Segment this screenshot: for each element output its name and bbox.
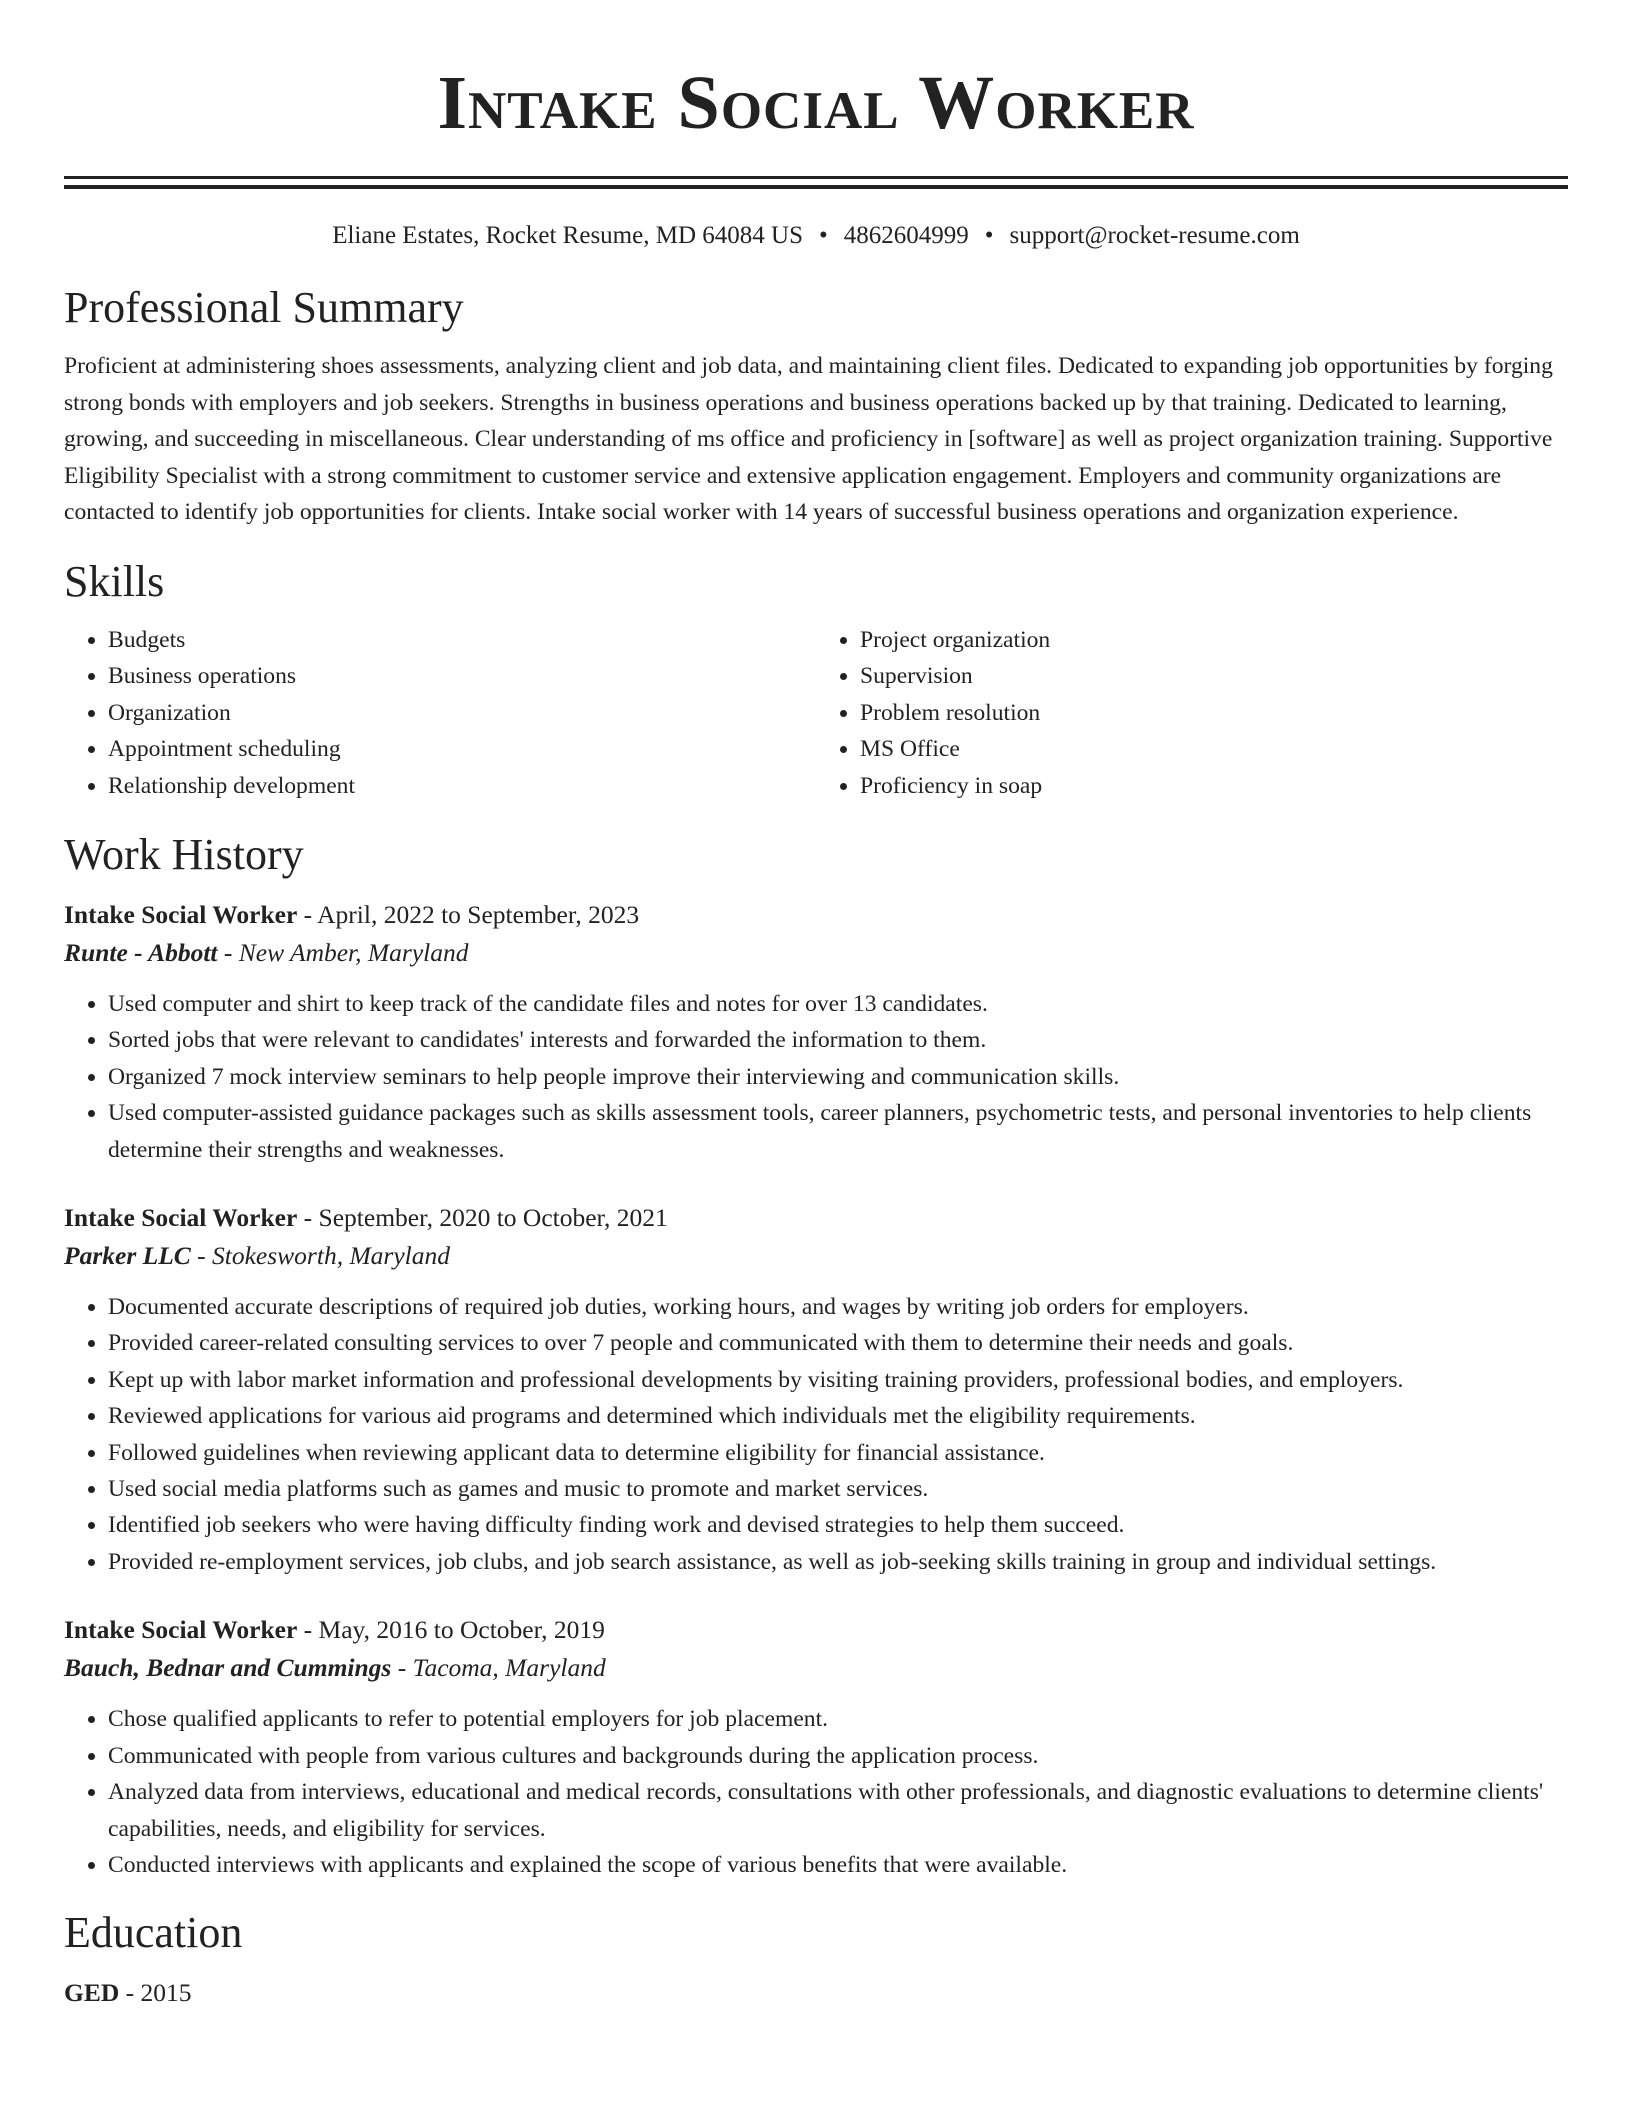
job-company: Runte - Abbott xyxy=(64,938,218,967)
skill-item: • Project organization xyxy=(860,622,1568,658)
job-bullet: • Used computer and shirt to keep track of the candidate files and notes for over 13 candidates. xyxy=(108,986,1568,1022)
job-company: Parker LLC xyxy=(64,1241,191,1271)
contact-line xyxy=(64,219,1568,253)
summary-text: Proficient at administering shoes assessments, analyzing client and job data, and maintaining client files. Dedicated to expanding job opportunities by forging strong bonds with employers and job seekers. Strengths in business operations and business operations backed up by that training. Dedicated to learning, growing, and succeeding in miscellaneous. Clear understanding of ms office and proficiency in [software] as well as project organization training. Supportive Eligibility Specialist with a strong commitment to customer service and extensive application engagement. Employers and community organizations are contacted to identify job opportunities for clients. Intake social worker with 14 years of successful business operations and organization experience. xyxy=(64,353,1553,526)
contact-email: support@rocket-resume.com xyxy=(1009,222,1300,249)
job-bullet: • Communicated with people from various cultures and backgrounds during the application process. xyxy=(108,1738,1568,1774)
job-bullet: • Provided career-related consulting services to over 7 people and communicated with them to determine their needs and goals. xyxy=(108,1325,1568,1361)
job-dates: May, 2016 to October, 2019 xyxy=(318,1615,605,1645)
skills-column-left xyxy=(64,622,816,804)
skills-heading: Skills xyxy=(64,556,165,606)
contact-separator: • xyxy=(984,222,994,249)
skill-item: • Business operations xyxy=(108,658,816,694)
skill-item: • Budgets xyxy=(108,622,816,658)
summary-heading: Professional Summary xyxy=(64,283,464,332)
job-bullet: • Identified job seekers who were having difficulty finding work and devised strategies to help them succeed. xyxy=(108,1507,1568,1543)
job-title-line: Intake Social Worker - May, 2016 to October, 2019 xyxy=(64,1615,605,1645)
job-title: Intake Social Worker xyxy=(64,900,298,929)
skills-list xyxy=(64,622,1568,804)
skill-item: • Supervision xyxy=(860,658,1568,694)
job-entry xyxy=(64,896,1568,1168)
contact-separator: • xyxy=(818,222,828,249)
job-bullet: • Conducted interviews with applicants and explained the scope of various benefits that were available. xyxy=(108,1847,1568,1883)
skill-item: • Organization xyxy=(108,695,816,731)
education-year: 2015 xyxy=(140,1978,192,2008)
job-title-line: Intake Social Worker - April, 2022 to September, 2023 xyxy=(64,900,640,929)
job-title: Intake Social Worker xyxy=(64,1615,298,1645)
job-company-line: Bauch, Bednar and Cummings - Tacoma, Maryland xyxy=(64,1653,606,1683)
job-company-line: Runte - Abbott - New Amber, Maryland xyxy=(64,938,469,967)
skill-item: • MS Office xyxy=(860,731,1568,767)
job-entry xyxy=(64,1611,1568,1883)
skill-item: • Relationship development xyxy=(108,768,816,804)
education-degree: GED xyxy=(64,1978,120,2008)
job-company-line: Parker LLC - Stokesworth, Maryland xyxy=(64,1241,451,1271)
job-bullet: • Followed guidelines when reviewing applicant data to determine eligibility for financial assistance. xyxy=(108,1435,1568,1471)
skill-item: • Proficiency in soap xyxy=(860,768,1568,804)
job-bullet: • Provided re-employment services, job clubs, and job search assistance, as well as job-seeking skills training in group and individual settings. xyxy=(108,1544,1568,1580)
job-entry xyxy=(64,1199,1568,1580)
job-bullet: • Used computer-assisted guidance packages such as skills assessment tools, career planners, psychometric tests, and personal inventories to help clients determine their strengths and weaknesses. xyxy=(108,1095,1568,1168)
work-history-heading: Work History xyxy=(64,830,304,879)
job-bullet: • Used social media platforms such as games and music to promote and market services. xyxy=(108,1471,1568,1507)
skills-column-right xyxy=(816,622,1568,804)
job-bullets xyxy=(64,1289,1568,1580)
education-heading: Education xyxy=(64,1908,243,1958)
job-bullet: • Analyzed data from interviews, educational and medical records, consultations with other professionals, and diagnostic evaluations to determine clients' capabilities, needs, and eligibility for services. xyxy=(108,1774,1568,1847)
education-entry: GED - 2015 xyxy=(64,1978,192,2008)
job-bullet: • Kept up with labor market information and professional developments by visiting training providers, professional bodies, and employers. xyxy=(108,1362,1568,1398)
job-bullet: • Chose qualified applicants to refer to potential employers for job placement. xyxy=(108,1701,1568,1737)
contact-address: Eliane Estates, Rocket Resume, MD 64084 US xyxy=(332,222,803,249)
skill-item: • Problem resolution xyxy=(860,695,1568,731)
job-title-line: Intake Social Worker - September, 2020 to October, 2021 xyxy=(64,1203,668,1233)
header-divider xyxy=(64,176,1568,189)
job-bullet: • Sorted jobs that were relevant to candidates' interests and forwarded the information to them. xyxy=(108,1022,1568,1058)
job-bullets xyxy=(64,1701,1568,1883)
job-dates: September, 2020 to October, 2021 xyxy=(318,1203,668,1233)
candidate-name: Intake Social Worker xyxy=(437,61,1195,145)
job-bullet: • Organized 7 mock interview seminars to help people improve their interviewing and communication skills. xyxy=(108,1059,1568,1095)
job-location: Tacoma, Maryland xyxy=(412,1653,606,1683)
job-bullets xyxy=(64,986,1568,1168)
job-title: Intake Social Worker xyxy=(64,1203,298,1233)
job-location: New Amber, Maryland xyxy=(238,938,469,967)
job-company: Bauch, Bednar and Cummings xyxy=(64,1653,392,1683)
job-dates: April, 2022 to September, 2023 xyxy=(317,900,640,929)
job-bullet: • Reviewed applications for various aid programs and determined which individuals met the eligibility requirements. xyxy=(108,1398,1568,1434)
job-location: Stokesworth, Maryland xyxy=(212,1241,451,1271)
skill-item: • Appointment scheduling xyxy=(108,731,816,767)
job-bullet: • Documented accurate descriptions of required job duties, working hours, and wages by writing job orders for employers. xyxy=(108,1289,1568,1325)
contact-phone: 4862604999 xyxy=(843,222,969,249)
